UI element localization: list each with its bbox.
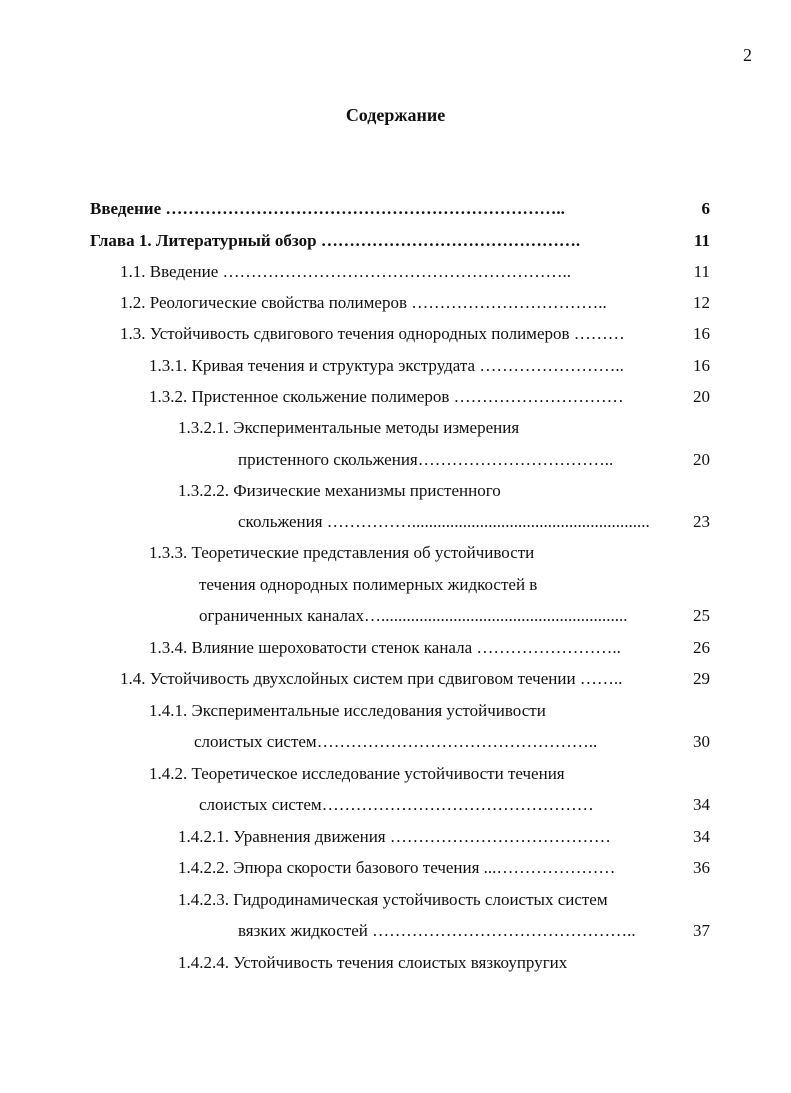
toc-entry-text — [194, 730, 672, 754]
toc-entry-label: 1.4.2.2. Эпюра скорости базового течения ...………………… — [178, 858, 616, 877]
toc-entry-text — [178, 479, 672, 503]
toc-entry-text — [120, 260, 672, 284]
toc-entry-text — [149, 354, 672, 378]
toc-entry-text — [199, 573, 672, 597]
toc-entry-label: 1.4.2. Теоретическое исследование устойчивости течения — [149, 764, 565, 783]
toc-entry-label: 1.3.4. Влияние шероховатости стенок канала …………………….. — [149, 638, 621, 657]
toc-entry-label: 1.4.2.4. Устойчивость течения слоистых вязкоупругих — [178, 953, 568, 972]
toc-entry-label: ограниченных каналах….......................................................... — [199, 606, 628, 625]
toc-entry-text — [90, 197, 672, 221]
toc-entry-text — [149, 762, 672, 786]
toc-entry-label: 1.4. Устойчивость двухслойных систем при сдвиговом течении …….. — [120, 669, 623, 688]
toc-entry-label: вязких жидкостей ……………………………………….. — [238, 921, 636, 940]
toc-entry-text — [90, 229, 672, 253]
toc-entry-label: скольжения ……………........................................................ — [238, 512, 650, 531]
toc-entry-text — [238, 510, 672, 534]
toc-entry-label: 1.1. Введение …………………………………………………….. — [120, 262, 572, 281]
toc-entry-text — [120, 291, 672, 315]
toc-entry-page: 34 — [693, 795, 710, 814]
toc-entry-label: слоистых систем………………………………………….. — [194, 732, 598, 751]
toc-entry-page: 36 — [693, 858, 710, 877]
toc-entry-page: 16 — [693, 356, 710, 375]
toc-entry-label: течения однородных полимерных жидкостей в — [199, 575, 538, 594]
toc-entry-text — [199, 793, 672, 817]
toc-entry-label: 1.3.2. Пристенное скольжение полимеров ………………………… — [149, 387, 624, 406]
toc-entry-label: 1.4.1. Экспериментальные исследования устойчивости — [149, 701, 546, 720]
toc-entry-label: пристенного скольжения…………………………….. — [238, 450, 614, 469]
toc-entry-text — [178, 951, 672, 975]
toc-entry-label: Введение …………………………………………………………….. — [90, 199, 565, 218]
toc-entry-page: 6 — [701, 199, 710, 218]
toc-entry-label: 1.3. Устойчивость сдвигового течения однородных полимеров ……… — [120, 324, 625, 343]
toc-entry-label: 1.4.2.1. Уравнения движения ………………………………… — [178, 827, 611, 846]
toc-entry-label: 1.2. Реологические свойства полимеров …………………………….. — [120, 293, 607, 312]
toc-entry-label: 1.4.2.3. Гидродинамическая устойчивость слоистых систем — [178, 890, 608, 909]
toc-entry-label: 1.3.3. Теоретические представления об устойчивости — [149, 543, 535, 562]
toc-entry-page: 23 — [693, 512, 710, 531]
toc-entry-text — [120, 667, 672, 691]
toc-entry-page: 16 — [693, 324, 710, 343]
toc-entry-label: 1.3.1. Кривая течения и структура экструдата …………………….. — [149, 356, 624, 375]
toc-entry-page: 34 — [693, 827, 710, 846]
toc-entry-page: 25 — [693, 606, 710, 625]
toc-entry-label: 1.3.2.2. Физические механизмы пристенного — [178, 481, 501, 500]
toc-entry-text — [149, 541, 672, 565]
toc-entry-text — [149, 699, 672, 723]
toc-entry-page: 11 — [693, 231, 710, 250]
toc-entry-text — [149, 385, 672, 409]
toc-entry-page: 29 — [693, 669, 710, 688]
toc-entry-page: 26 — [693, 638, 710, 657]
toc-entry-text — [178, 416, 672, 440]
toc-entry-text — [238, 919, 672, 943]
toc-entry-page: 37 — [693, 921, 710, 940]
toc-entry-text — [178, 856, 672, 880]
toc-entry-label: Глава 1. Литературный обзор ………………………………………. — [90, 231, 581, 250]
toc-entry-text — [178, 888, 672, 912]
toc-entry-page: 30 — [693, 732, 710, 751]
toc-entry-text — [199, 604, 672, 628]
toc-entry-text — [120, 322, 672, 346]
toc-entry-page: 12 — [693, 293, 710, 312]
page-title: Содержание — [345, 105, 446, 125]
toc-entry-page: 11 — [693, 262, 710, 281]
toc-entry-text — [178, 825, 672, 849]
toc-entry-page: 20 — [693, 387, 710, 406]
toc-entry-page: 20 — [693, 450, 710, 469]
toc-entry-text — [149, 636, 672, 660]
toc-entry-label: 1.3.2.1. Экспериментальные методы измерения — [178, 418, 520, 437]
toc-entry-text — [238, 448, 672, 472]
toc-entry-label: слоистых систем………………………………………… — [199, 795, 594, 814]
page-number: 2 — [743, 45, 752, 65]
